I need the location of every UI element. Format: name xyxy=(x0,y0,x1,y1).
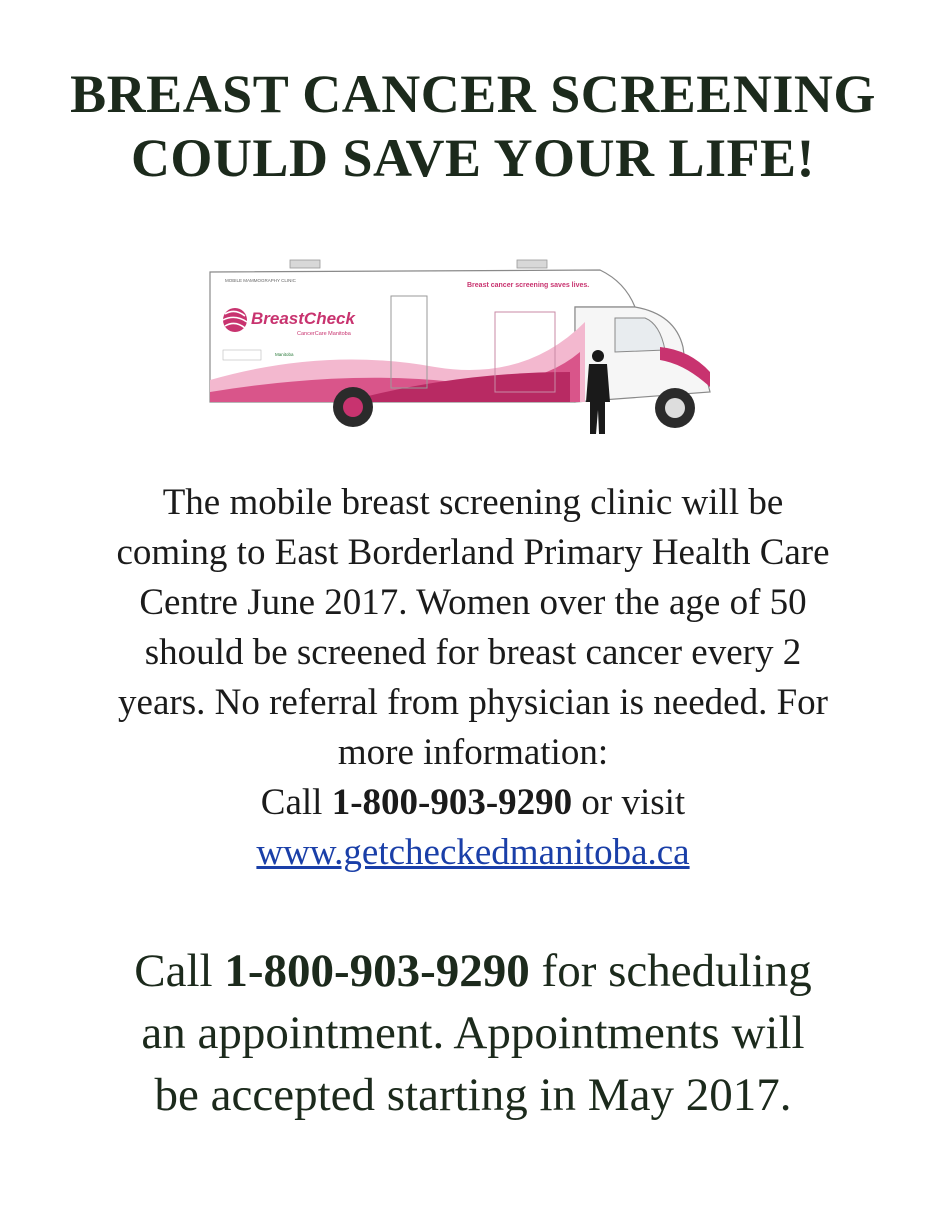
rear-wheel xyxy=(333,387,373,427)
title-line-1: BREAST CANCER SCREENING xyxy=(70,64,876,124)
page-title xyxy=(0,62,946,190)
info-line: more information: xyxy=(337,732,609,773)
front-wheel xyxy=(655,388,695,428)
rv-top-text: MOBILE MAMMOGRAPHY CLINIC xyxy=(225,278,296,283)
info-paragraph xyxy=(20,478,926,878)
website-link[interactable]: www.getcheckedmanitoba.ca xyxy=(256,832,690,873)
cta-line-1-suffix: for scheduling xyxy=(541,945,812,997)
info-line: Centre June 2017. Women over the age of 50 xyxy=(139,582,807,623)
cta-line-1 xyxy=(20,940,926,1002)
info-line: coming to East Borderland Primary Health Care xyxy=(116,532,830,573)
title-line-2: COULD SAVE YOUR LIFE! xyxy=(130,128,816,188)
info-line: years. No referral from physician is needed. For xyxy=(118,682,828,723)
info-call-line xyxy=(20,778,926,828)
phone-number[interactable]: 1-800-903-9290 xyxy=(331,782,573,823)
rv-brand-sub: CancerCare Manitoba xyxy=(297,331,351,337)
info-line: should be screened for breast cancer every 2 xyxy=(144,632,802,673)
appointment-call-to-action xyxy=(20,940,926,1126)
call-prefix: Call xyxy=(260,782,323,823)
cta-line-2: an appointment. Appointments will xyxy=(141,1007,805,1059)
rv-partner: Manitoba xyxy=(275,352,294,357)
mobile-clinic-rv-illustration xyxy=(205,252,730,442)
call-suffix: or visit xyxy=(581,782,686,823)
website-line xyxy=(20,828,926,878)
rv-brand: BreastCheck xyxy=(251,309,355,328)
cta-line-3: be accepted starting in May 2017. xyxy=(154,1069,792,1121)
cta-phone-number[interactable]: 1-800-903-9290 xyxy=(224,945,530,997)
rv-slogan: Breast cancer screening saves lives. xyxy=(467,282,590,289)
info-line: The mobile breast screening clinic will be xyxy=(162,482,784,523)
cta-call-prefix: Call xyxy=(134,945,213,997)
